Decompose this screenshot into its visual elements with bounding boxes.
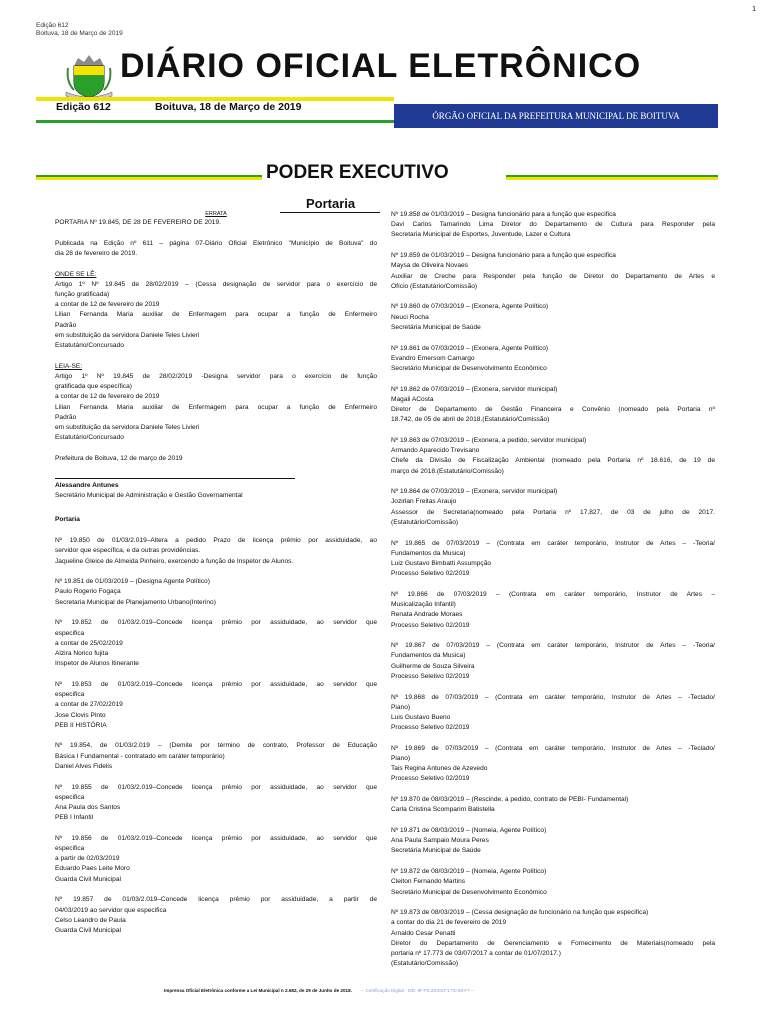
portaria-19866: Nº 19.866 de 07/03/2019 – (Contrata em caráter temporário, Instrutor de Artes – Musicalização Infantil) Renata Andrade Moraes Processo Seletivo 02/2019	[391, 590, 715, 629]
leia-se-block: LEIA-SE: Artigo 1º Nº 19.845 de 28/02/2019 -Designa servidor para o exercício de função gratificada que específica) a contar de 12 de fevereiro de 2019 Lilian Fernanda Maria auxiliar de Enfermagem para ocupar a função de Enfermeiro Padrão em substituição da servidora Daniele Teles Livieri Estatutário/Concursado	[55, 362, 377, 442]
signature-line	[55, 478, 295, 479]
signature-block: Alessandre Antunes Secretário Municipal de Administração e Gestão Governamental	[55, 482, 243, 500]
left-column	[55, 210, 377, 947]
portaria-19860: Nº 19.860 de 07/03/2019 – (Exonera, Agente Político) Neuci Rocha Secretária Municipal de Saúde	[391, 303, 549, 331]
portaria-label: Portaria	[55, 516, 80, 524]
portaria-19858: Nº 19.858 de 01/03/2019 – Designa funcionário para a função que especifica Davi Carlos Tamarindo Lima Diretor do Departamento de Cultura para Responder pela Secretaria Municipal de Esportes, Juventude, Lazer e Cultura	[391, 211, 715, 239]
place-date: Prefeitura de Boituva, 12 de março de 2019	[55, 454, 183, 462]
portaria-19855: Nº 19.855 de 01/03/2.019–Concede licença prêmio por assiduidade, ao servidor que especifica Ana Paula dos Santos PEB I Infantil	[55, 783, 377, 822]
portaria-19851: Nº 19.851 de 01/03/2019 – (Designa Agente Político) Paulo Rogerio Fogaça Secretaria Municipal de Planejamento Urbano(Interino)	[55, 578, 216, 606]
edition-date: Boituva, 18 de Março de 2019	[155, 101, 302, 113]
portaria-19868: Nº 19.868 de 07/03/2019 – (Contrata em caráter temporário, Instrutor de Artes – -Teclado/ Piano) Luis Gustavo Bueno Processo Seletivo 02/2019	[391, 693, 715, 732]
portaria-19857: Nº 19.857 de 01/03/2.019–Concede licença prêmio por assiduidade, a partir de 04/03/2019 ao servidor que especifica Celso Leandro de Paula Guarda Civil Municipal	[55, 896, 377, 934]
organ-banner: ÓRGÃO OFICIAL DA PREFEITURA MUNICIPAL DE BOITUVA	[394, 104, 718, 128]
right-column	[391, 210, 715, 980]
portaria-19865: Nº 19.865 de 07/03/2019 – (Contrata em caráter temporário, Instrutor de Artes – -Teoria/ Fundamentos da Musica) Luiz Gustavo Bimbatti Assumpção Processo Seletivo 02/2019	[391, 539, 715, 578]
portaria-19863: Nº 19.863 de 07/03/2019 – (Exonera, a pedido, servidor municipal) Armando Aparecido Trevisano Chefe da Divisão de Fiscalização Ambiental (nomeado pela Portaria nº 18.616, de 19 de março de 2018.(Estatutário/Comissão)	[391, 436, 715, 475]
section-title: PODER EXECUTIVO	[266, 162, 449, 183]
section-rule-right	[506, 175, 718, 181]
page-number: 1	[752, 6, 756, 13]
footer-certificate: -- Certificação Digital - MD: 9F:F6:28:E8:F1:7D:89:F7 --	[361, 988, 475, 993]
errata-publication: Publicada na Edição nº 611 – página 07-Diário Oficial Eletrônico "Município de Boituva" do dia 28 de fevereiro de 2019.	[55, 239, 377, 257]
onde-se-le-block: ONDE SE LÊ: Artigo 1º Nº 19.845 de 28/02/2019 – (Cessa designação de servidor para o exercício de função gratificada) a contar de 12 de fevereiro de 2019 Lilian Fernanda Maria auxiliar de Enfermagem para ocupar a função de Enfermeiro Padrão em substituição da servidora Daniele Teles Livieri Estatutário/Concursado	[55, 270, 377, 350]
portaria-19871: Nº 19.871 de 08/03/2019 – (Nomeia, Agente Político) Ana Paula Sampaio Moura Peres Secretária Municipal de Saúde	[391, 827, 547, 855]
portaria-19864: Nº 19.864 de 07/03/2019 – (Exonera, servidor municipal) Jozirlan Freitas Araujo Assessor de Secretaria(nomeado pela Portaria nº 17.827, de 03 de julho de 2017. (Estatutário/Comissão)	[391, 488, 715, 526]
portaria-19872: Nº 19.872 de 08/03/2019 – (Nomeia, Agente Político) Cleiton Fernando Martins Secretário Municipal de Desenvolvimento Econômico	[391, 868, 547, 896]
newspaper-title: DIÁRIO OFICIAL ELETRÔNICO	[120, 47, 642, 85]
portaria-19867: Nº 19.867 de 07/03/2019 – (Contrata em caráter temporário, Instrutor de Artes – -Teoria/ Fundamentos da Musica) Guilherme de Souza Silveira Processo Seletivo 02/2019	[391, 642, 715, 680]
header-small-info	[36, 22, 123, 38]
portaria-19859: Nº 19.859 de 01/03/2019 – Designa funcionário para a função que especifica Maysa de Oliveira Novaes Auxiliar de Creche para Responder pela função de Diretor do Departamento de Artes e Ofício (Estatutário/Comissão)	[391, 252, 715, 290]
portaria-19862: Nº 19.862 de 07/03/2019 – (Exonera, servidor municipal) Magali ACosta Diretor de Departamento de Gestão Financeira e Convênio (nomeado pela Portaria nº 18.742, de 05 de abril de 2018.(Estatutário/Comissão)	[391, 385, 715, 424]
footer-text: Imprensa Oficial Eletrônica conforme a Lei Municipal n 2.682, de 29 de Junho de 2018.	[164, 988, 352, 993]
errata-label: ERRATA	[205, 211, 227, 217]
portaria-19854: Nº 19.854, de 01/03/2.019 – (Demite por término de contrato, Professor de Educação Básica I Fundamental - contratado em caráter temporário) Daniel Alves Fidelis	[55, 742, 377, 770]
footer	[164, 988, 474, 993]
portaria-19870: Nº 19.870 de 08/03/2019 – (Rescinde, a pedido, contrato de PEBI- Fundamental) Carla Cristina Scomparim Batistella	[391, 796, 629, 814]
section-subtitle: Portaria	[306, 196, 356, 211]
portaria-19852: Nº 19.852 de 01/03/2.019–Concede licença prêmio por assiduidade, ao servidor que especifica a contar de 25/02/2019 Alzira Norico fujita Inspetor de Alunos Itinerante	[55, 619, 377, 668]
municipal-crest-icon	[64, 52, 114, 98]
date-small: Boituva, 18 de Março de 2019	[36, 30, 123, 37]
header-stripe-green	[36, 120, 394, 123]
portaria-19853: Nº 19.853 de 01/03/2.019–Concede licença prêmio por assiduidade, ao servidor que especifica a contar de 27/02/2019 Jose Clovis Pinto PEB II HISTÓRIA	[55, 680, 377, 729]
section-rule-left	[36, 175, 262, 181]
edition-label: Edição 612	[56, 101, 111, 113]
portaria-19861: Nº 19.861 de 07/03/2019 – (Exonera, Agente Político) Evandro Emersom Camargo Secretário Municipal de Desenvolvimento Econômico	[391, 344, 549, 372]
edition-small: Edição 612	[36, 22, 69, 29]
portaria-19856: Nº 19.856 de 01/03/2.019–Concede licença prêmio por assiduidade, ao servidor que especifica a partir de 02/03/2019 Eduardo Paes Leite Moro Guarda Civil Municipal	[55, 834, 377, 883]
portaria-19850: Nº 19.850 de 01/03/2.019–Altera a pedido Prazo de licença prêmio por assiduidade, ao servidor que específica, e da outras providências. Jaqueline Gleice de Almeida Pinheiro, exercendo a função de Inspetor de Alunos.	[55, 537, 377, 565]
portaria-19873: Nº 19.873 de 08/03/2019 – (Cessa designação de funcionário na função que especifica) a contar do dia 21 de fevereiro de 2019 Arnaldo Cesar Penatti Diretor do Departamento de Gerenciamento e Fornecimento de Materiais(nomeado pela portaria nº 17.773 de 03/07/2017 a contar de 01/07/2017.) (Estatutário/Comissão)	[391, 909, 715, 968]
portaria-19869: Nº 19.869 de 07/03/2019 – (Contrata em caráter temporário, Instrutor de Artes – -Teclado/ Piano) Tais Regina Antunes de Azevedo Processo Seletivo 02/2019	[391, 744, 715, 783]
errata-title: PORTARIA Nº 19.845, DE 28 DE FEVEREIRO DE 2019.	[55, 219, 221, 226]
